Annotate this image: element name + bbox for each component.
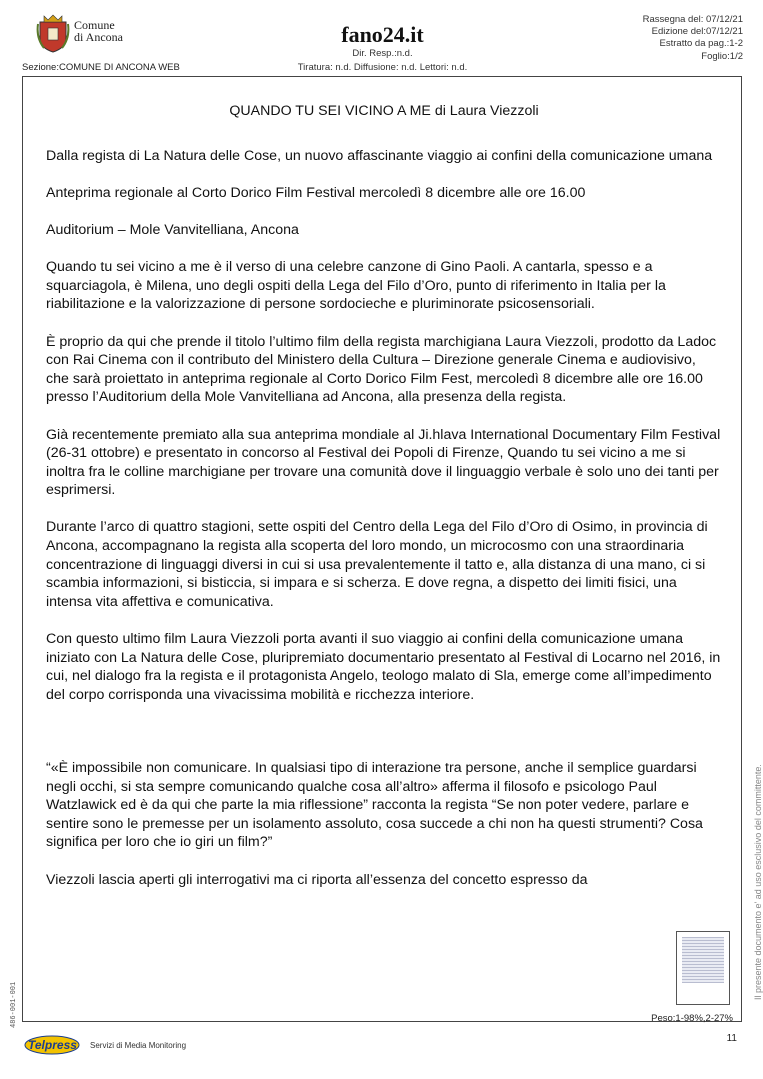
- article-paragraph: È proprio da qui che prende il titolo l’ultimo film della regista marchigiana Laura Viezzoli, prodotto da Ladoc con Rai Cinema con il contributo del Ministero della Cultura – Direzione generale Cinema e audiovisivo, che sarà proiettato in anteprima regionale al Corto Dorico Film Fest, mercoledì 8 dicembre alle ore 16.00 presso l’Auditorium della Mole Vanvitelliana ad Ancona, alla presenza della regista.: [46, 333, 717, 406]
- page-number: 11: [726, 1033, 737, 1044]
- article-paragraph: Dalla regista di La Natura delle Cose, un nuovo affascinante viaggio ai confini della comunicazione umana: [46, 147, 713, 164]
- article-paragraph: Durante l’arco di quattro stagioni, sette ospiti del Centro della Lega del Filo d’Oro di Osimo, in provincia di Ancona, accompagnano la regista alla scoperta del loro mondo, un microcosmo con una straordinaria concentrazione di linguaggi diversi in cui si usa prevalentemente il tatto e, alla distanza di una mano, ci si scambia informazioni, si bisticcia, si impara e si scherza. E dove regna, a dispetto dei limiti fisici, una intensa vita affettiva e comunicativa.: [46, 519, 708, 610]
- foglio-number: Foglio:1/2: [701, 50, 743, 62]
- article-paragraph: Già recentemente premiato alla sua anteprima mondiale al Ji.hlava International Documentary Film Festival (26-31 ottobre) e presentato in concorso al Festival dei Popoli di Firenze, Quando tu sei vicino a me si inoltra fra le colline marchigiane per trovare una comunità dove il linguaggio verbale è solo uno dei tanti per esprimersi.: [46, 426, 721, 499]
- services-label: Servizi di Media Monitoring: [90, 1041, 187, 1050]
- section-gap: [46, 723, 722, 759]
- rassegna-meta: [643, 14, 743, 63]
- edizione-date: Edizione del:07/12/21: [651, 26, 743, 38]
- page-header: [22, 14, 743, 76]
- thumbnail-preview: [682, 937, 724, 983]
- tiratura-label: Tiratura: n.d. Diffusione: n.d. Lettori: n.d.: [297, 62, 468, 73]
- document-code: 486-001-001: [10, 981, 18, 1028]
- sezione-label: Sezione:COMUNE DI ANCONA WEB: [22, 62, 180, 73]
- article-paragraph: Auditorium – Mole Vanvitelliana, Ancona: [46, 221, 299, 238]
- peso-label: Peso:1-98%,2-27%: [651, 1013, 733, 1024]
- article-paragraph: “«È impossibile non comunicare. In qualsiasi tipo di interazione tra persone, anche il semplice guardarsi negli occhi, si sta sempre comunicando qualche cosa all’altro» afferma il filosofo e psicologo Paul Watzlawick ed è da qui che parte la mia riflessione” racconta la regista “Se non poter vedere, parlare e sentire sono le premesse per un isolamento assoluto, cosa succede a chi non ha questi strumenti? Cosa significa per loro che io giri un film?”: [46, 760, 703, 851]
- article-body: [46, 102, 722, 908]
- page-thumbnail: [676, 931, 730, 1005]
- usage-disclaimer: Il presente documento e' ad uso esclusivo del committente.: [753, 764, 763, 1000]
- article-paragraph: Con questo ultimo film Laura Viezzoli porta avanti il suo viaggio ai confini della comunicazione umana iniziato con La Natura delle Cose, pluripremiato documentario presentato al Festival di Locarno nel 2016, in cui, nel dialogo fra la regista e il protagonista Angelo, teologo malato di Sla, emerge come all’impedimento del corpo corrisponda una vivacissima mobilità e ricchezza interiore.: [46, 631, 721, 703]
- article-paragraph: Anteprima regionale al Corto Dorico Film Festival mercoledì 8 dicembre alle ore 16.00: [46, 184, 586, 201]
- rassegna-date: Rassegna del: 07/12/21: [642, 14, 743, 25]
- masthead-title: fano24.it: [341, 22, 424, 47]
- article-paragraph: Quando tu sei vicino a me è il verso di una celebre canzone di Gino Paoli. A cantarla, spesso e a squarciagola, è Milena, uno degli ospiti della Lega del Filo d’Oro, punto di riferimento in Italia per la riabilitazione e la valorizzazione di persone sordocieche e pluriminorate psicosensoriali.: [46, 259, 666, 313]
- estratto-pages: Estratto da pag.:1-2: [659, 38, 743, 50]
- comune-line-1: Comune: [74, 18, 115, 32]
- comune-line-2: di Ancona: [74, 30, 123, 44]
- article-paragraph: Viezzoli lascia aperti gli interrogativi ma ci riporta all’essenza del concetto espresso da: [46, 871, 588, 888]
- telpress-logo-text: Telpress: [28, 1038, 77, 1052]
- dir-resp-label: Dir. Resp.:n.d.: [352, 48, 413, 59]
- article-title: QUANDO TU SEI VICINO A ME di Laura Viezzoli: [229, 103, 539, 119]
